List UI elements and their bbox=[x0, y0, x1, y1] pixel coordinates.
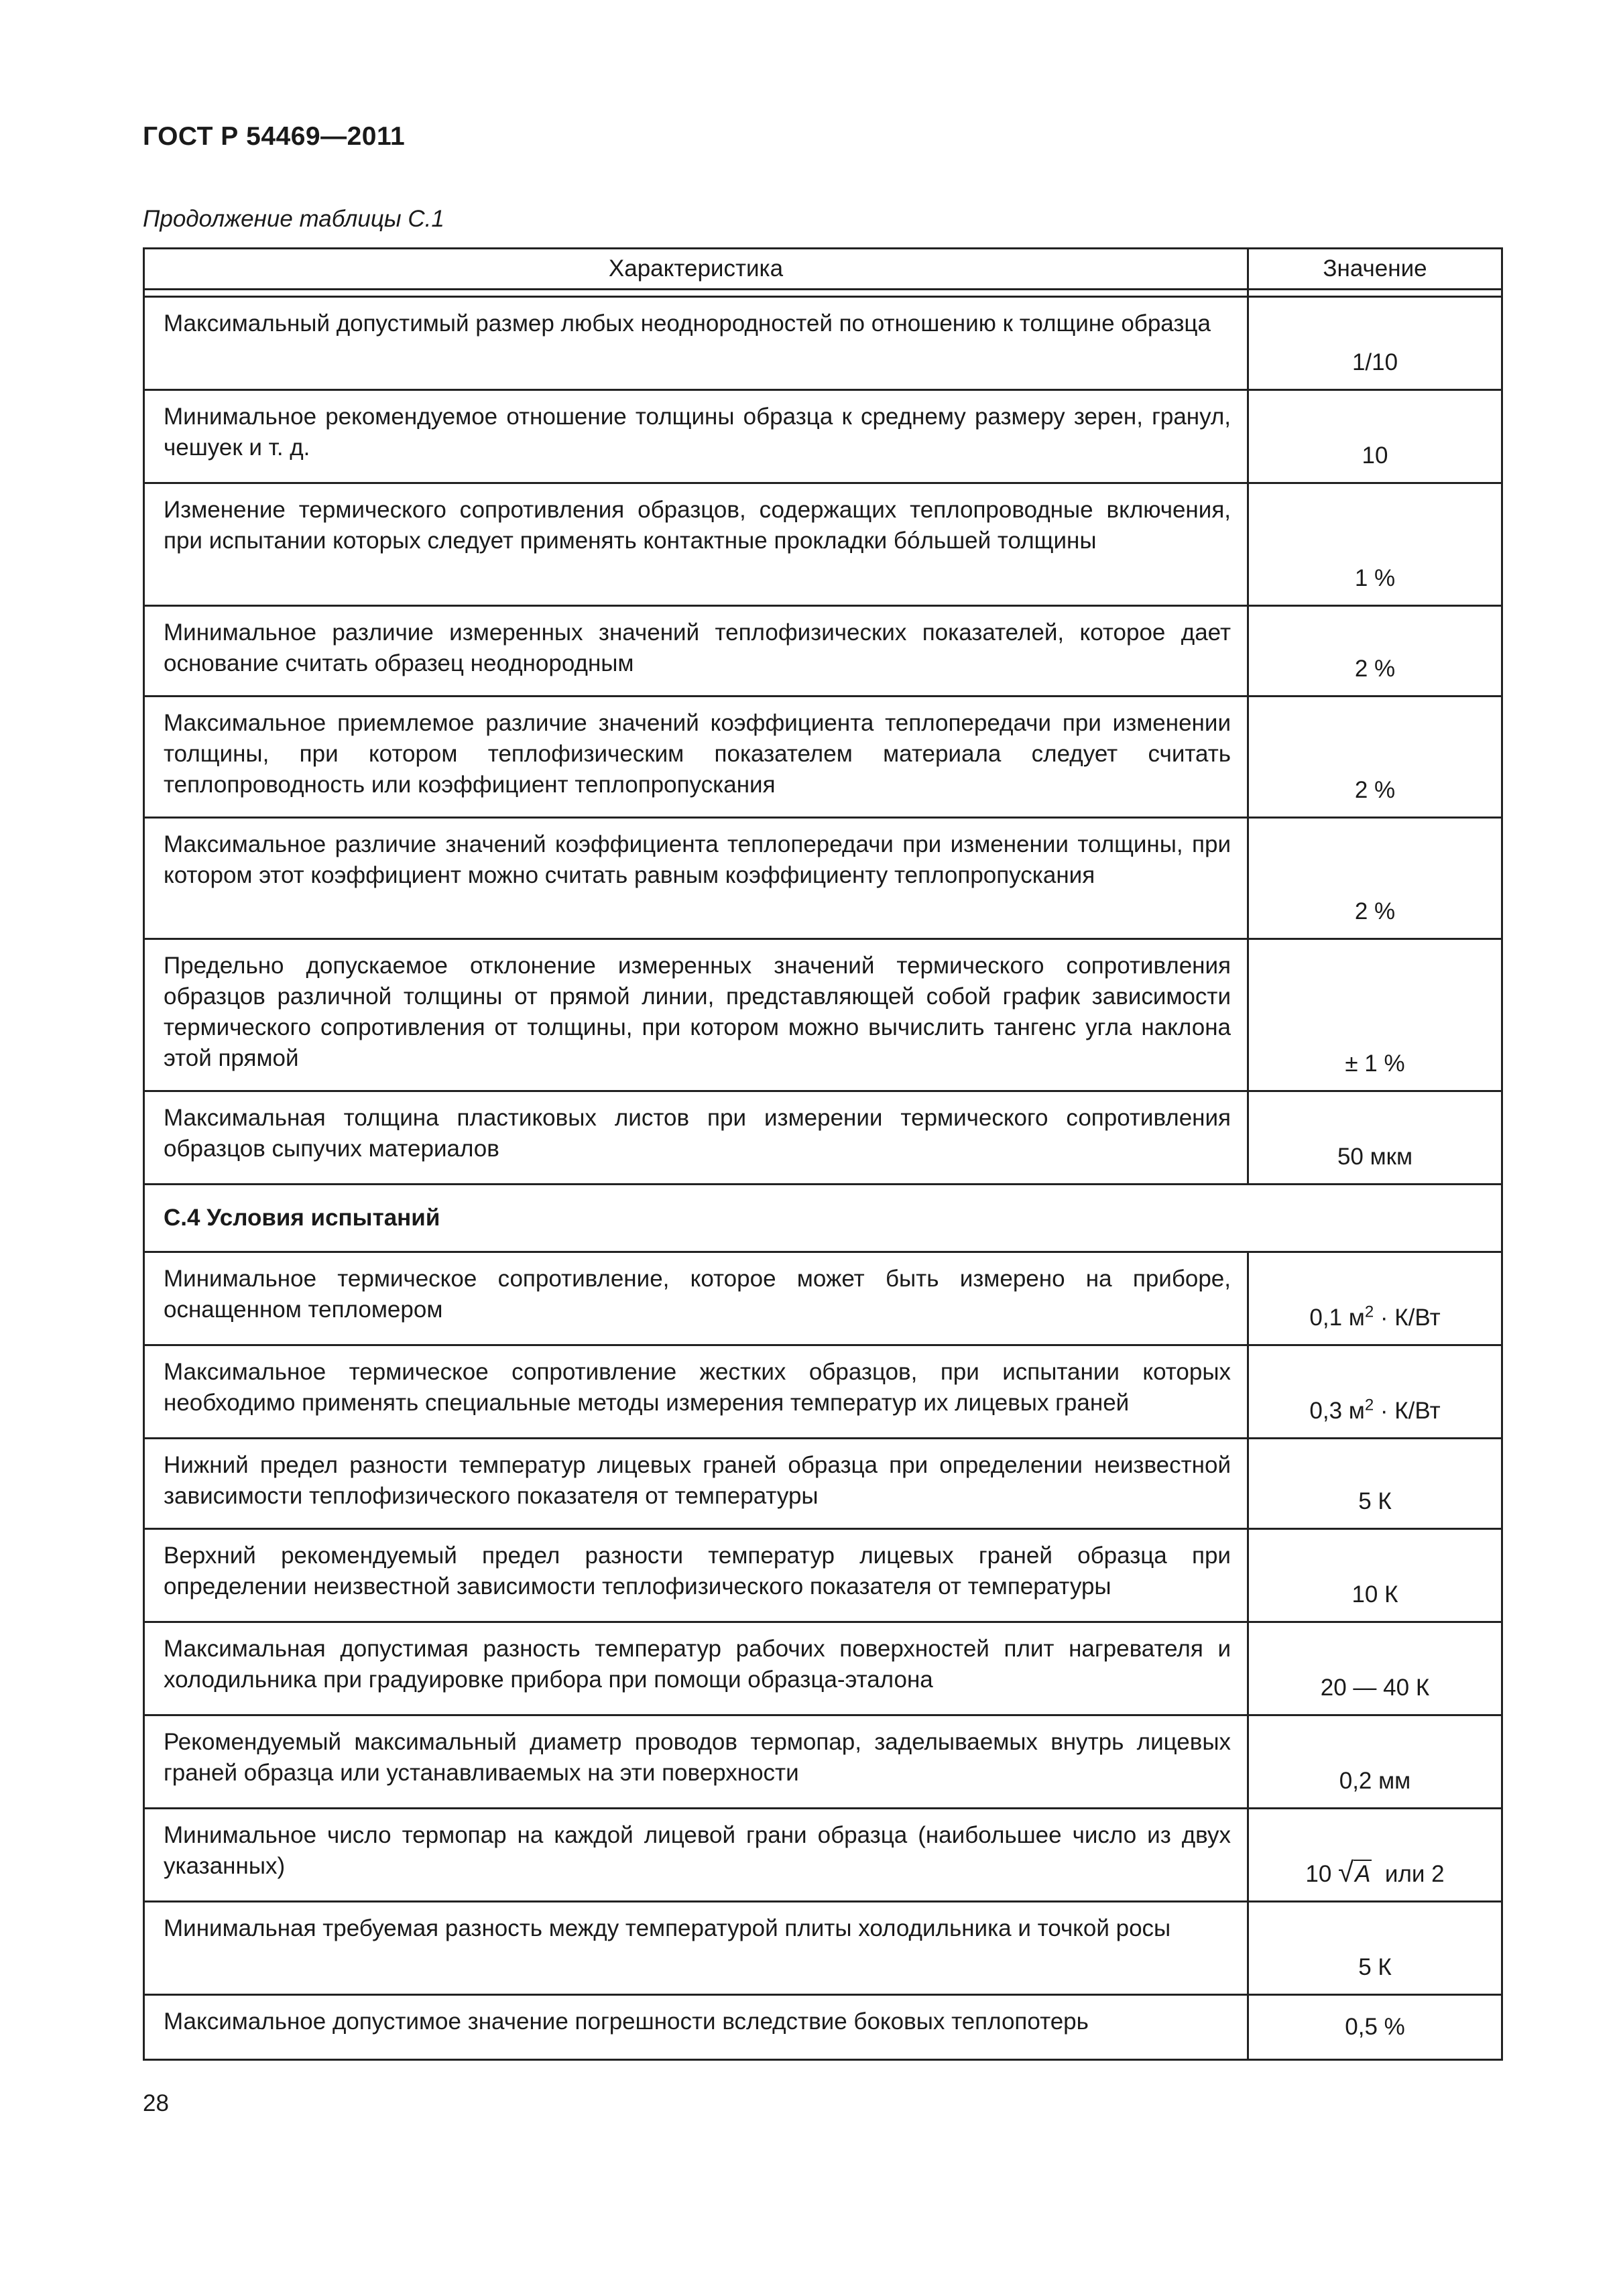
value-cell: 1/10 bbox=[1248, 297, 1502, 390]
characteristic-cell: Рекомендуемый максимальный диаметр проводов термопар, заделываемых внутрь лицевых граней образца или устанавливаемых на эти поверхности bbox=[144, 1715, 1248, 1809]
table-row bbox=[144, 390, 1502, 483]
table-row bbox=[144, 1345, 1502, 1439]
table-row bbox=[144, 606, 1502, 697]
characteristic-cell: Минимальное различие измеренных значений теплофизических показателей, которое дает основание считать образец неоднородным bbox=[144, 606, 1248, 697]
document-header: ГОСТ Р 54469—2011 bbox=[143, 122, 406, 151]
value-cell: 1 % bbox=[1248, 483, 1502, 606]
table-row bbox=[144, 697, 1502, 818]
value-cell: 5 К bbox=[1248, 1439, 1502, 1529]
characteristic-cell: Минимальное термическое сопротивление, которое может быть измерено на приборе, оснащенном тепломером bbox=[144, 1252, 1248, 1345]
value-cell: 10 bbox=[1248, 390, 1502, 483]
characteristic-cell: Минимальное рекомендуемое отношение толщины образца к среднему размеру зерен, гранул, чешуек и т. д. bbox=[144, 390, 1248, 483]
value-text: 0,3 м bbox=[1309, 1398, 1365, 1424]
value-text: 0,1 м bbox=[1309, 1305, 1365, 1331]
value-cell: ± 1 % bbox=[1248, 939, 1502, 1091]
characteristic-cell: Предельно допускаемое отклонение измеренных значений термического сопротивления образцов различной толщины от прямой линии, представляющей собой график зависимости термического сопротивления от толщины, при котором можно вычислить тангенс угла наклона этой прямой bbox=[144, 939, 1248, 1091]
section-row bbox=[144, 1185, 1502, 1252]
value-cell: 0,5 % bbox=[1248, 1995, 1502, 2060]
table-row bbox=[144, 939, 1502, 1091]
characteristic-cell: Максимальный допустимый размер любых неоднородностей по отношению к толщине образца bbox=[144, 297, 1248, 390]
column-header-characteristic: Характеристика bbox=[144, 249, 1248, 290]
characteristic-cell: Верхний рекомендуемый предел разности температур лицевых граней образца при определении неизвестной зависимости теплофизического показателя от температуры bbox=[144, 1529, 1248, 1622]
characteristic-cell: Максимальное приемлемое различие значений коэффициента теплопередачи при изменении толщины, при котором теплофизическим показателем материала следует считать теплопроводность или коэффициент теплопропускания bbox=[144, 697, 1248, 818]
value-cell: 2 % bbox=[1248, 697, 1502, 818]
value-unit: · К/Вт bbox=[1374, 1305, 1441, 1331]
value-cell: 10 К bbox=[1248, 1529, 1502, 1622]
value-text: 10 bbox=[1305, 1861, 1339, 1887]
value-cell: 20 — 40 К bbox=[1248, 1622, 1502, 1715]
page-number: 28 bbox=[143, 2090, 169, 2116]
value-cell bbox=[1248, 1252, 1502, 1345]
characteristic-cell: Максимальное допустимое значение погрешности вследствие боковых теплопотерь bbox=[144, 1995, 1248, 2060]
table-row bbox=[144, 818, 1502, 939]
characteristic-cell: Изменение термического сопротивления образцов, содержащих теплопроводные включения, при испытании которых следует применять контактные прокладки бóльшей толщины bbox=[144, 483, 1248, 606]
characteristics-table bbox=[143, 247, 1503, 2061]
square-root-argument: A bbox=[1355, 1861, 1371, 1887]
value-cell: 2 % bbox=[1248, 818, 1502, 939]
table-row bbox=[144, 1995, 1502, 2060]
characteristic-cell: Максимальное термическое сопротивление жестких образцов, при испытании которых необходимо применять специальные методы измерения температур их лицевых граней bbox=[144, 1345, 1248, 1439]
square-root-expression: √A bbox=[1338, 1856, 1371, 1888]
table-row bbox=[144, 1902, 1502, 1995]
table-row bbox=[144, 1715, 1502, 1809]
characteristic-cell: Минимальная требуемая разность между температурой плиты холодильника и точкой росы bbox=[144, 1902, 1248, 1995]
table-row bbox=[144, 483, 1502, 606]
header-separator bbox=[144, 290, 1502, 297]
table-row bbox=[144, 297, 1502, 390]
table-header-row bbox=[144, 249, 1502, 290]
characteristic-cell: Минимальное число термопар на каждой лицевой грани образца (наибольшее число из двух указанных) bbox=[144, 1809, 1248, 1902]
table-row bbox=[144, 1622, 1502, 1715]
value-exponent: 2 bbox=[1364, 1303, 1374, 1321]
table-row bbox=[144, 1529, 1502, 1622]
value-cell: 2 % bbox=[1248, 606, 1502, 697]
value-unit: · К/Вт bbox=[1374, 1398, 1441, 1424]
characteristic-cell: Нижний предел разности температур лицевых граней образца при определении неизвестной зависимости теплофизического показателя от температуры bbox=[144, 1439, 1248, 1529]
value-suffix: или 2 bbox=[1372, 1861, 1445, 1887]
column-header-value: Значение bbox=[1248, 249, 1502, 290]
table-row bbox=[144, 1809, 1502, 1902]
value-cell bbox=[1248, 1809, 1502, 1902]
table-row bbox=[144, 1439, 1502, 1529]
table-row bbox=[144, 1252, 1502, 1345]
value-exponent: 2 bbox=[1364, 1396, 1374, 1414]
characteristic-cell: Максимальное различие значений коэффициента теплопередачи при изменении толщины, при котором этот коэффициент можно считать равным коэффициенту теплопропускания bbox=[144, 818, 1248, 939]
table-row bbox=[144, 1091, 1502, 1185]
table-caption: Продолжение таблицы С.1 bbox=[143, 206, 444, 232]
characteristic-cell: Максимальная допустимая разность температур рабочих поверхностей плит нагревателя и холодильника при градуировке прибора при помощи образца-эталона bbox=[144, 1622, 1248, 1715]
value-cell bbox=[1248, 1345, 1502, 1439]
value-cell: 0,2 мм bbox=[1248, 1715, 1502, 1809]
section-title: С.4 Условия испытаний bbox=[144, 1185, 1502, 1252]
value-cell: 5 К bbox=[1248, 1902, 1502, 1995]
value-cell: 50 мкм bbox=[1248, 1091, 1502, 1185]
characteristic-cell: Максимальная толщина пластиковых листов при измерении термического сопротивления образцов сыпучих материалов bbox=[144, 1091, 1248, 1185]
